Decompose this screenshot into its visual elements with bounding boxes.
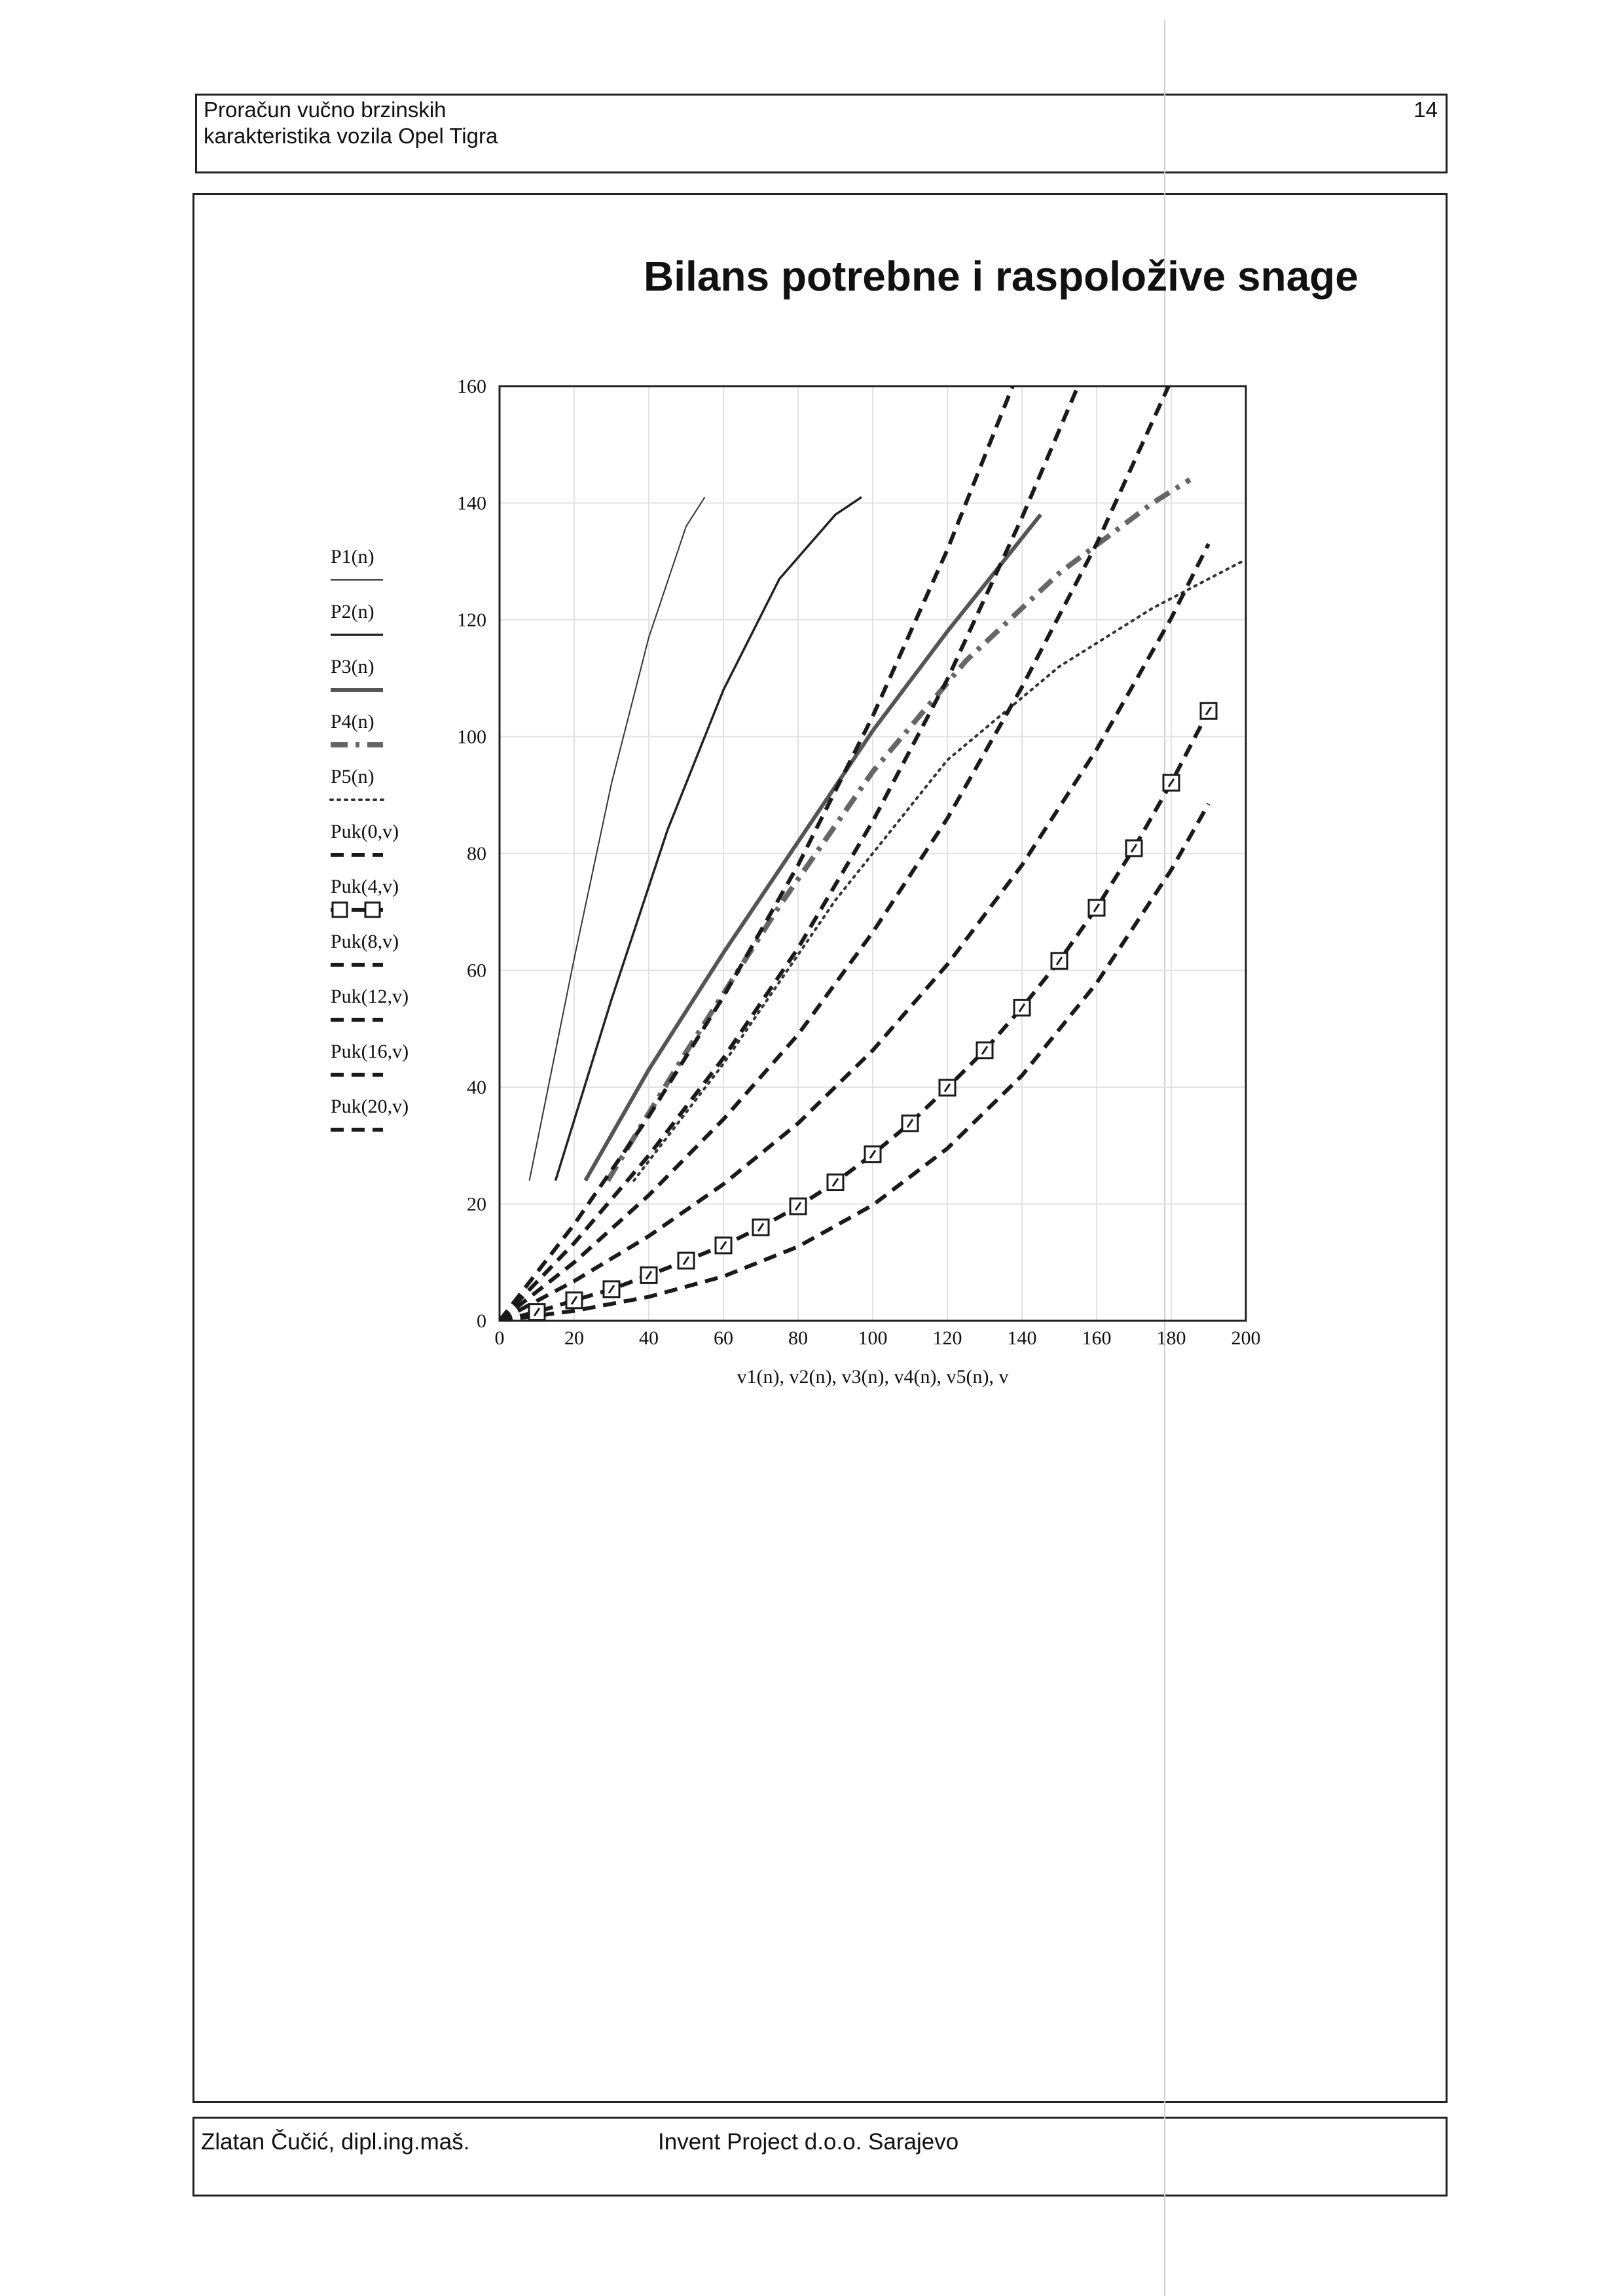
- series-line-p1-n-: [530, 497, 705, 1181]
- legend-label: Puk(8,v): [331, 931, 399, 952]
- y-tick-label: 60: [467, 960, 486, 982]
- legend-label: Puk(20,v): [331, 1096, 409, 1117]
- legend-label: P3(n): [331, 656, 374, 677]
- x-tick-label: 180: [1156, 1327, 1186, 1349]
- footer-author: Zlatan Čučić, dipl.ing.maš.: [201, 2129, 470, 2155]
- legend-label: Puk(16,v): [331, 1041, 409, 1062]
- y-tick-label: 20: [467, 1193, 486, 1215]
- legend-label: P2(n): [331, 601, 374, 622]
- x-tick-label: 160: [1082, 1327, 1112, 1349]
- y-tick-label: 160: [457, 376, 486, 397]
- chart-title: Bilans potrebne i raspoložive snage: [644, 253, 1359, 300]
- x-tick-label: 80: [788, 1327, 808, 1349]
- legend-marker-sample: [333, 903, 347, 917]
- document-title: Proračun vučno brzinskih karakteristika vozila Opel Tigra: [204, 98, 498, 148]
- y-tick-label: 80: [467, 843, 486, 865]
- x-tick-label: 140: [1007, 1327, 1037, 1349]
- x-axis-ticks: [495, 1327, 1261, 1349]
- x-tick-label: 60: [714, 1327, 733, 1349]
- series-line-p4-n-: [608, 480, 1190, 1181]
- series-line-p3-n-: [585, 514, 1040, 1181]
- x-tick-label: 0: [494, 1327, 505, 1349]
- legend: [331, 546, 409, 1130]
- y-tick-label: 120: [457, 609, 486, 631]
- legend-label: P1(n): [331, 546, 374, 567]
- legend-marker-sample: [365, 903, 380, 917]
- y-tick-label: 40: [467, 1077, 486, 1098]
- series-line-puk-0-v-: [500, 804, 1209, 1321]
- legend-label: Puk(12,v): [331, 986, 409, 1007]
- x-tick-label: 40: [639, 1327, 659, 1349]
- x-tick-label: 120: [932, 1327, 962, 1349]
- legend-label: P4(n): [331, 711, 374, 732]
- y-tick-label: 0: [477, 1310, 486, 1332]
- legend-label: Puk(0,v): [331, 821, 399, 842]
- x-axis-label: v1(n), v2(n), v3(n), v4(n), v5(n), v: [737, 1366, 1009, 1388]
- x-tick-label: 100: [858, 1327, 888, 1349]
- legend-label: P5(n): [331, 766, 374, 787]
- series-lines: [500, 158, 1242, 1321]
- x-tick-label: 200: [1231, 1327, 1261, 1349]
- footer-company: Invent Project d.o.o. Sarajevo: [658, 2129, 959, 2155]
- series-line-puk-16-v-: [500, 199, 1153, 1321]
- page-number: 14: [1413, 98, 1438, 122]
- x-tick-label: 20: [564, 1327, 584, 1349]
- legend-label: Puk(4,v): [331, 876, 399, 897]
- y-axis-ticks: [457, 376, 486, 1332]
- y-tick-label: 100: [457, 726, 486, 748]
- y-tick-label: 140: [457, 492, 486, 514]
